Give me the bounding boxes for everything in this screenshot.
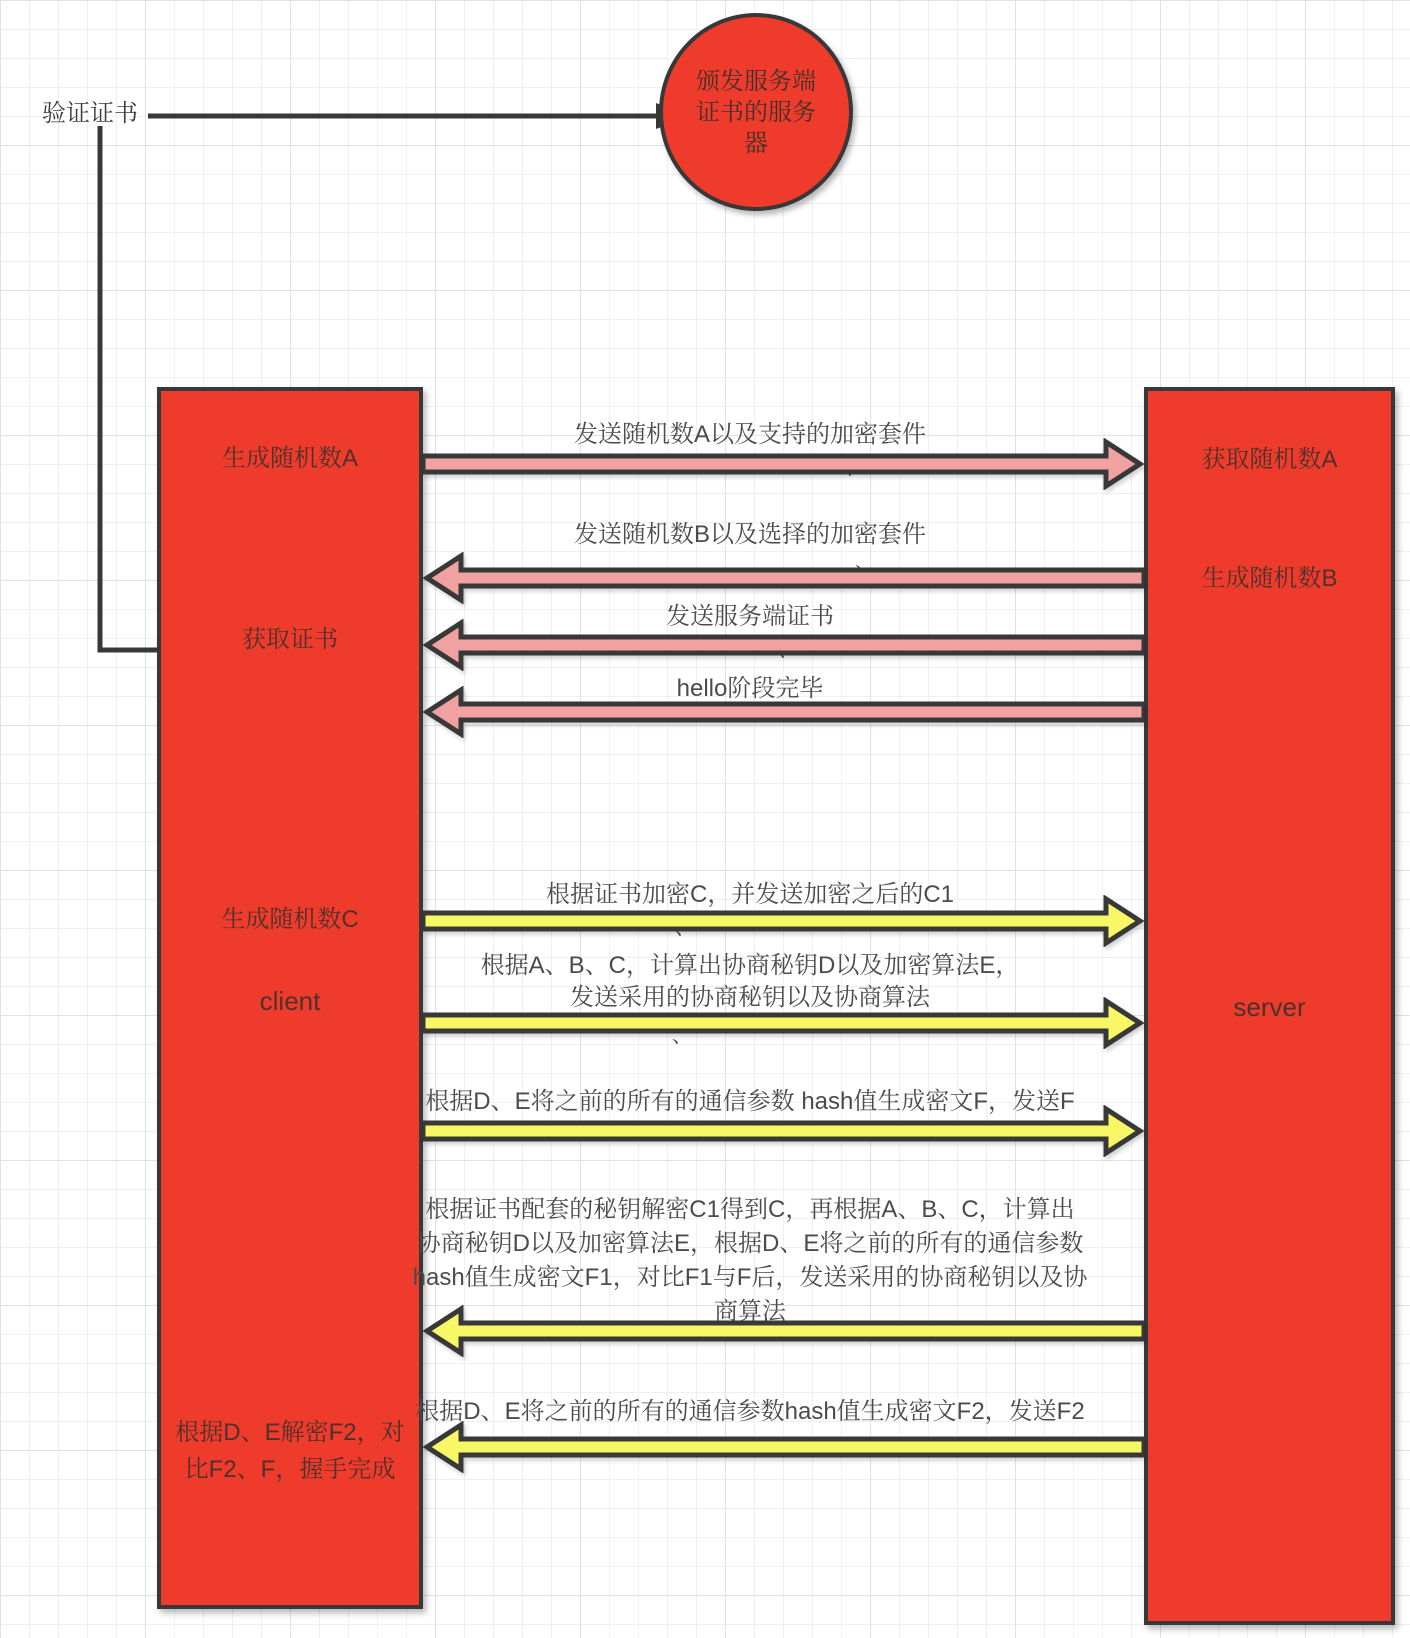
msg-label-9: 根据D、E将之前的所有的通信参数hash值生成密文F2，发送F2 (415, 1398, 1085, 1425)
verify-cert-label: 验证证书 (42, 100, 138, 127)
client-gen-random-a: 生成随机数A (221, 445, 358, 472)
msg-arrow-8-left (423, 1305, 1144, 1357)
server-gen-random-b: 生成随机数B (1201, 565, 1338, 592)
msg-arrow-7-right (423, 1105, 1144, 1157)
client-title: client (259, 986, 321, 1016)
server-title: server (1233, 992, 1306, 1022)
msg-arrow-3-left (423, 619, 1144, 671)
msg-arrow-6-right (423, 997, 1144, 1049)
msg-arrow-5-right (423, 895, 1144, 947)
ca-server-node (659, 13, 853, 211)
client-get-certificate: 获取证书 (242, 626, 338, 653)
client-final-note: 根据D、E解密F2，对 比F2、F，握手完成 (175, 1419, 405, 1483)
msg-arrow-1-right (423, 438, 1144, 490)
msg-label-7: 根据D、E将之前的所有的通信参数 hash值生成密文F，发送F (425, 1088, 1075, 1115)
msg-label-6: 根据A、B、C，计算出协商秘钥D以及加密算法E， 发送采用的协商秘钥以及协商算法 (480, 952, 1020, 1011)
verify-to-ca-arrow (148, 99, 693, 133)
msg-arrow-4-left (423, 686, 1144, 738)
server-get-random-a: 获取随机数A (1201, 446, 1338, 473)
ca-node-line: 证书的服务 (696, 98, 816, 126)
ca-node-line: 颁发服务端 (696, 67, 816, 95)
msg-label-4: hello阶段完毕 (676, 675, 824, 702)
verify-to-client-connector (96, 126, 166, 658)
ca-node-line: 器 (744, 129, 768, 157)
client-gen-random-c: 生成随机数C (221, 906, 359, 933)
msg-mark-6: 、 (672, 1025, 692, 1047)
msg-mark-2: 、 (855, 551, 875, 573)
msg-arrow-2-left (423, 552, 1144, 604)
msg-label-8: 根据证书配套的秘钥解密C1得到C，再根据A、B、C，计算出 协商秘钥D以及加密算法E，根据D、E将之前的所有的通信参数 hash值生成密文F1，对比F1与F后，发送采用的协商秘钥以及协 商算法 (412, 1196, 1088, 1325)
msg-label-2: 发送随机数B以及选择的加密套件 (573, 521, 926, 548)
msg-label-3: 发送服务端证书 (666, 603, 834, 630)
msg-arrow-9-left (423, 1421, 1144, 1473)
msg-label-5: 根据证书加密C，并发送加密之后的C1 (545, 881, 954, 908)
msg-label-1: 发送随机数A以及支持的加密套件 (573, 421, 926, 448)
